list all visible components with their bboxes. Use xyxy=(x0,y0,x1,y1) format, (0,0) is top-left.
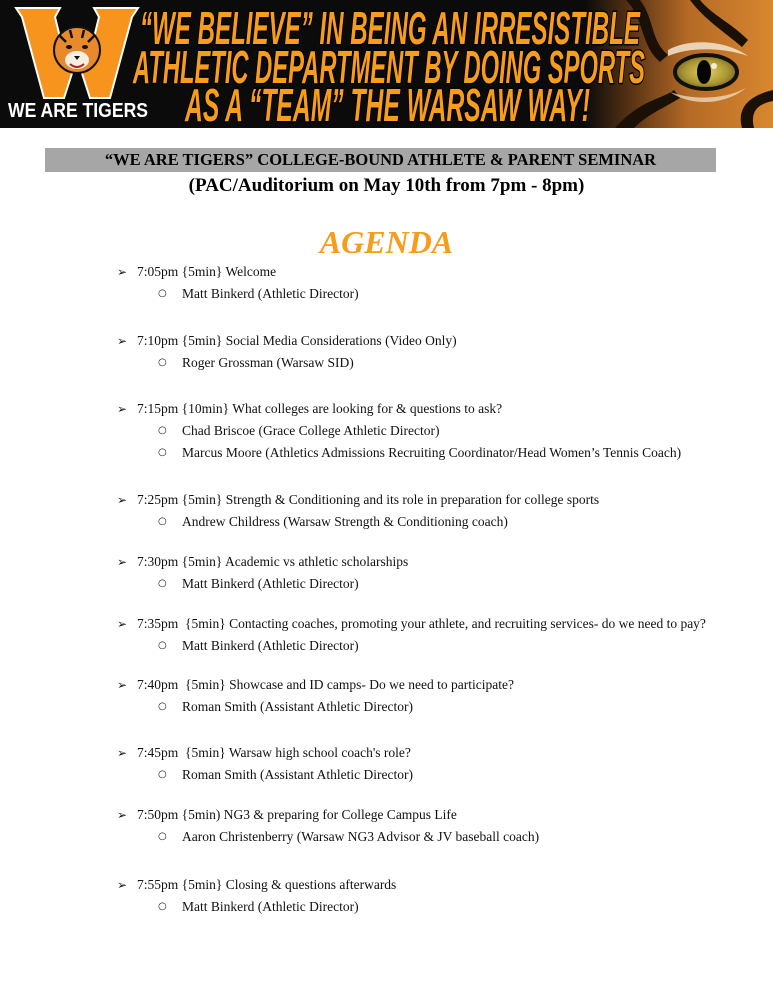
agenda-speaker xyxy=(112,635,762,657)
slogan-line-2: ATHLETIC DEPARTMENT BY DOING SPORTS xyxy=(132,41,646,93)
agenda-speaker-text: Roman Smith (Assistant Athletic Director) xyxy=(182,767,413,782)
agenda-speaker-text: Matt Binkerd (Athletic Director) xyxy=(182,899,359,914)
header-banner xyxy=(0,0,773,128)
agenda-item xyxy=(112,489,762,533)
agenda-speaker xyxy=(112,826,762,848)
agenda-item-topic xyxy=(112,674,762,696)
seminar-title: “WE ARE TIGERS” COLLEGE-BOUND ATHLETE & PARENT SEMINAR xyxy=(45,148,716,172)
agenda-speaker xyxy=(112,442,762,464)
agenda-item xyxy=(112,551,762,595)
circle-bullet-icon xyxy=(158,635,167,657)
agenda-item-topic xyxy=(112,613,762,635)
arrow-bullet-icon xyxy=(117,804,127,826)
agenda-speaker xyxy=(112,352,762,374)
agenda-item-topic xyxy=(112,261,762,283)
agenda-item-text: 7:25pm {5min} Strength & Conditioning and its role in preparation for college sports xyxy=(137,492,600,507)
agenda-item-topic xyxy=(112,398,762,420)
agenda-speaker-text: Chad Briscoe (Grace College Athletic Director) xyxy=(182,423,440,438)
agenda-speaker xyxy=(112,573,762,595)
agenda-item xyxy=(112,398,762,464)
agenda-speaker-text: Matt Binkerd (Athletic Director) xyxy=(182,576,359,591)
agenda-item-text: 7:55pm {5min} Closing & questions afterwards xyxy=(137,877,397,892)
agenda-item-text: 7:15pm {10min} What colleges are looking for & questions to ask? xyxy=(137,401,503,416)
agenda-speaker-text: Marcus Moore (Athletics Admissions Recruiting Coordinator/Head Women’s Tennis Coach) xyxy=(182,445,682,460)
slogan-line-1: “WE BELIEVE” IN BEING AN IRRESISTIBLE xyxy=(140,2,641,54)
arrow-bullet-icon xyxy=(117,489,127,511)
agenda-item-topic xyxy=(112,874,762,896)
agenda-speaker-text: Andrew Childress (Warsaw Strength & Conditioning coach) xyxy=(182,514,508,529)
agenda-item-topic xyxy=(112,489,762,511)
agenda-speaker-text: Roman Smith (Assistant Athletic Director) xyxy=(182,699,413,714)
agenda-speaker-text: Aaron Christenberry (Warsaw NG3 Advisor & JV baseball coach) xyxy=(182,829,540,844)
agenda-item-text: 7:30pm {5min} Academic vs athletic scholarships xyxy=(137,554,409,569)
agenda-item xyxy=(112,874,762,918)
circle-bullet-icon xyxy=(158,573,167,595)
arrow-bullet-icon xyxy=(117,613,127,635)
agenda-speaker-text: Matt Binkerd (Athletic Director) xyxy=(182,638,359,653)
circle-bullet-icon xyxy=(158,283,167,305)
arrow-bullet-icon xyxy=(117,674,127,696)
agenda-item-text: 7:45pm {5min} Warsaw high school coach's role? xyxy=(137,745,411,760)
agenda-item-text: 7:50pm {5min) NG3 & preparing for College Campus Life xyxy=(137,807,457,822)
circle-bullet-icon xyxy=(158,696,167,718)
agenda-speaker xyxy=(112,511,762,533)
arrow-bullet-icon xyxy=(117,330,127,352)
circle-bullet-icon xyxy=(158,420,167,442)
agenda-speaker xyxy=(112,283,762,305)
tiger-head-icon xyxy=(54,27,100,73)
agenda-item-text: 7:40pm {5min} Showcase and ID camps- Do we need to participate? xyxy=(137,677,514,692)
circle-bullet-icon xyxy=(158,511,167,533)
logo-caption: WE ARE TIGERS xyxy=(8,100,148,122)
agenda-speaker xyxy=(112,764,762,786)
agenda-speaker-text: Matt Binkerd (Athletic Director) xyxy=(182,286,359,301)
seminar-location-time: (PAC/Auditorium on May 10th from 7pm - 8pm) xyxy=(188,175,585,196)
arrow-bullet-icon xyxy=(117,874,127,896)
circle-bullet-icon xyxy=(158,352,167,374)
agenda-item xyxy=(112,742,762,786)
agenda-item xyxy=(112,330,762,374)
circle-bullet-icon xyxy=(158,826,167,848)
agenda-speaker-text: Roger Grossman (Warsaw SID) xyxy=(182,355,354,370)
agenda-item xyxy=(112,804,762,848)
agenda-item-topic xyxy=(112,551,762,573)
agenda-item-text: 7:05pm {5min} Welcome xyxy=(137,264,277,279)
slogan-line-3: AS A “TEAM” THE WARSAW WAY! xyxy=(184,79,590,128)
arrow-bullet-icon xyxy=(117,261,127,283)
circle-bullet-icon xyxy=(158,896,167,918)
agenda-heading: AGENDA xyxy=(319,224,454,260)
arrow-bullet-icon xyxy=(117,398,127,420)
circle-bullet-icon xyxy=(158,764,167,786)
agenda-item xyxy=(112,674,762,718)
agenda-item-text: 7:35pm {5min} Contacting coaches, promoting your athlete, and recruiting services- do we need to pay? xyxy=(137,616,706,631)
agenda-item-text: 7:10pm {5min} Social Media Considerations (Video Only) xyxy=(137,333,457,348)
agenda-speaker xyxy=(112,420,762,442)
agenda-item xyxy=(112,613,762,657)
agenda-item xyxy=(112,261,762,305)
agenda-item-topic xyxy=(112,804,762,826)
agenda-item-topic xyxy=(112,742,762,764)
agenda-item-topic xyxy=(112,330,762,352)
circle-bullet-icon xyxy=(158,442,167,464)
arrow-bullet-icon xyxy=(117,742,127,764)
agenda-speaker xyxy=(112,896,762,918)
arrow-bullet-icon xyxy=(117,551,127,573)
agenda-speaker xyxy=(112,696,762,718)
